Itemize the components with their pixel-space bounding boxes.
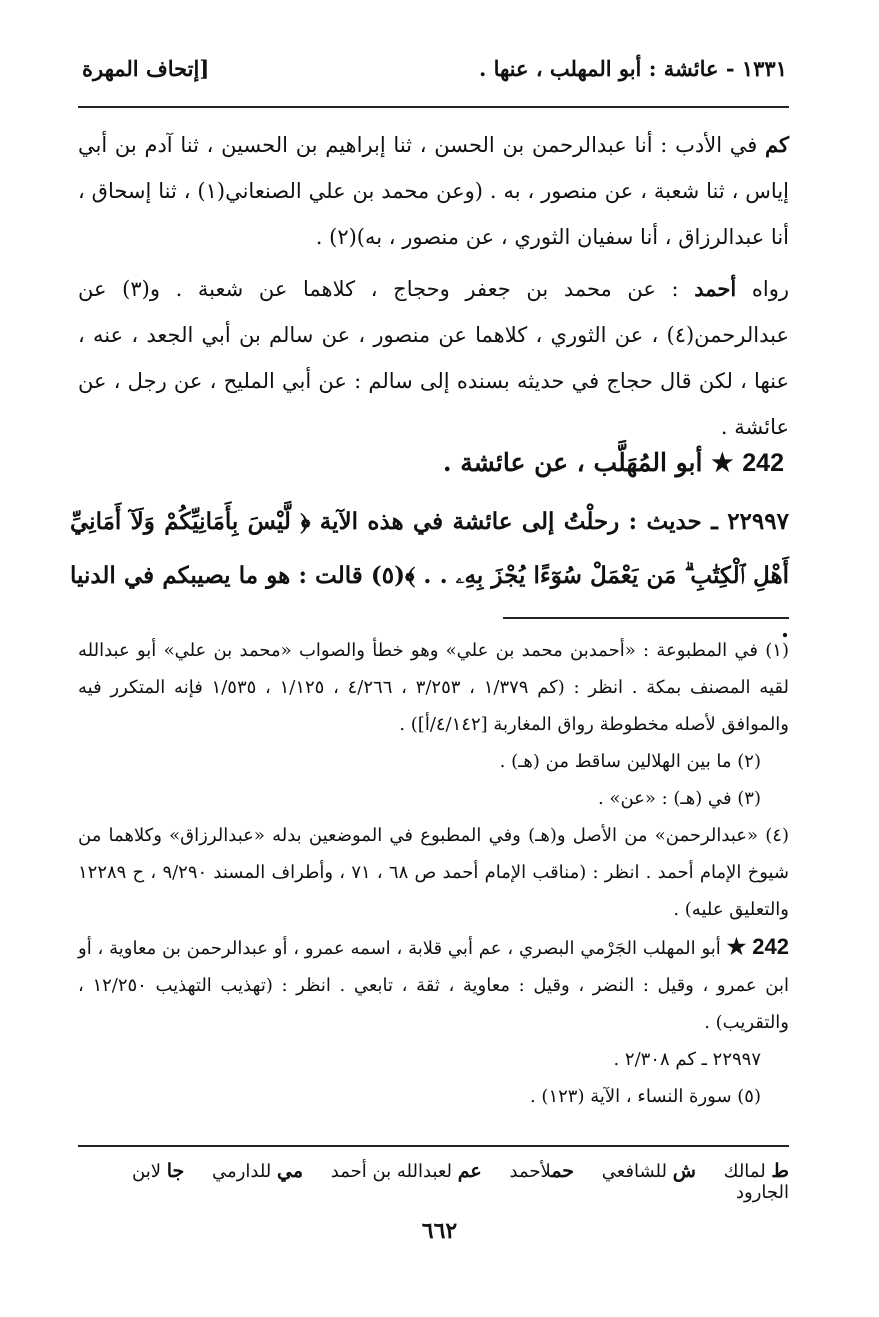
- footnote-hadith-ref: ٢٢٩٩٧ ـ كم ٢/٣٠٨ .: [613, 1049, 761, 1070]
- paragraph-2-prefix: رواه: [736, 277, 789, 301]
- abbrev-label: للدارمي: [212, 1161, 272, 1182]
- source-code: كم: [765, 132, 789, 157]
- star-icon: ★: [711, 448, 734, 477]
- footnote-2: (٢) ما بين الهلالين ساقط من (هـ) .: [499, 751, 761, 772]
- abbrev-label: لمالك: [723, 1161, 766, 1182]
- abbrev-code: عم: [457, 1160, 482, 1182]
- abbrev-code: ش: [672, 1160, 696, 1182]
- abbrev-label: للشافعي: [601, 1161, 667, 1182]
- footnote-1: (١) في المطبوعة : «أحمدبن محمد بن علي» وهو خطأ والصواب «محمد بن علي» أبو عبدالله لقيه المصنف بمكة . انظر : (كم ١/٣٧٩ ، ٣/٢٥٣ ، ٤/٢٦٦ ، ١/١٢٥ ، ١/٥٣٥ فإنه المتكرر فيه والموافق لأصله مخطوطة رواق المغاربة [٤/١٤٢/أ]) .: [78, 640, 789, 735]
- abbrev-item: [331, 1161, 482, 1182]
- abbrev-item: [602, 1161, 696, 1182]
- footnote-242-text: أبو المهلب الجَرْمي البصري ، عم أبي قلابة ، اسمه عمرو ، أو عبدالرحمن بن معاوية ، أو ابن عمرو ، وقيل : النضر ، وقيل : معاوية ، ثقة ، تابعي . انظر : (تهذيب التهذيب ١٢/٢٥٠ ، والتقريب) .: [78, 938, 790, 1033]
- header-title: ١٣٣١ - عائشة : أبو المهلب ، عنها .: [478, 56, 787, 81]
- abbrev-item: [724, 1161, 789, 1182]
- footnote-242: [78, 928, 789, 1041]
- star-icon: ★: [726, 934, 747, 960]
- abbreviation-key: [78, 1160, 789, 1203]
- abbrev-item: [510, 1161, 574, 1182]
- abbrev-code: ط: [771, 1160, 789, 1182]
- paragraph-2: [78, 266, 789, 450]
- running-header: [72, 52, 787, 92]
- section-title: أبو المُهَلَّب ، عن عائشة .: [442, 448, 712, 477]
- paragraph-1-text: في الأدب : أنا عبدالرحمن بن الحسن ، ثنا إبراهيم بن الحسين ، ثنا آدم بن أبي إياس ، ثنا شعبة ، عن منصور ، به . (وعن محمد بن علي الصنعاني(١) ، ثنا إسحاق ، أنا عبدالرزاق ، أنا سفيان الثوري ، عن منصور ، به)(٢) .: [78, 133, 789, 249]
- abbrev-label: لابن الجارود: [132, 1161, 789, 1203]
- header-book-title: [إتحاف المهرة: [82, 56, 210, 81]
- page-number: ٦٦٢: [421, 1218, 458, 1244]
- header-rule: [78, 106, 789, 108]
- paragraph-1: [78, 122, 789, 260]
- abbrev-code: حم: [551, 1160, 574, 1182]
- abbrev-item: [212, 1161, 303, 1182]
- footnote-4: (٤) «عبدالرحمن» من الأصل و(هـ) وفي المطبوع في الموضعين بدله «عبدالرزاق» وكلاهما من شيوخ الإمام أحمد . انظر : (مناقب الإمام أحمد ص ٦٨ ، ٧١ ، وأطراف المسند ٩/٢٩٠ ، ح ١٢٢٨٩ والتعليق عليه) .: [78, 825, 790, 920]
- abbrev-label: لعبدالله بن أحمد: [330, 1161, 453, 1182]
- abbrev-code: مي: [277, 1160, 304, 1182]
- abbrev-code: جا: [166, 1160, 185, 1182]
- footnote-3: (٣) في (هـ) : «عن» .: [597, 788, 761, 809]
- section-heading: [80, 448, 784, 478]
- abbreviation-rule: [78, 1145, 789, 1147]
- footnote-242-number: 242: [752, 934, 789, 959]
- footnotes: [78, 632, 789, 1115]
- hadith-label: ـ حديث :: [619, 508, 728, 535]
- narrator-name: أحمد: [694, 276, 737, 301]
- footnote-5: (٥) سورة النساء ، الآية (١٢٣) .: [529, 1086, 761, 1107]
- hadith-number: ٢٢٩٩٧: [727, 508, 789, 535]
- section-number: 242: [742, 449, 784, 477]
- paragraph-2-text: : عن محمد بن جعفر وحجاج ، كلاهما عن شعبة . و(٣) عن عبدالرحمن(٤) ، عن الثوري ، كلاهما عن منصور ، عن سالم بن أبي الجعد ، عنه ، عنها ، لكن قال حجاج في حديثه بسنده إلى سالم : عن أبي المليح ، عن رجل ، عن عائشة .: [78, 277, 789, 439]
- footnote-separator: [503, 617, 789, 619]
- abbrev-label: لأحمد: [509, 1161, 552, 1182]
- hadith-text: رحلْتُ إلى عائشة في هذه الآية ﴿ لَّيْسَ بِأَمَانِيِّكُمْ وَلَآ أَمَانِيِّ أَهْلِ ٱلْكِتَٰبِ ۗ مَن يَعْمَلْ سُوٓءًا يُجْزَ بِهِۦ . . ﴾(٥) قالت : هو ما يصيبكم في الدنيا .: [70, 508, 789, 643]
